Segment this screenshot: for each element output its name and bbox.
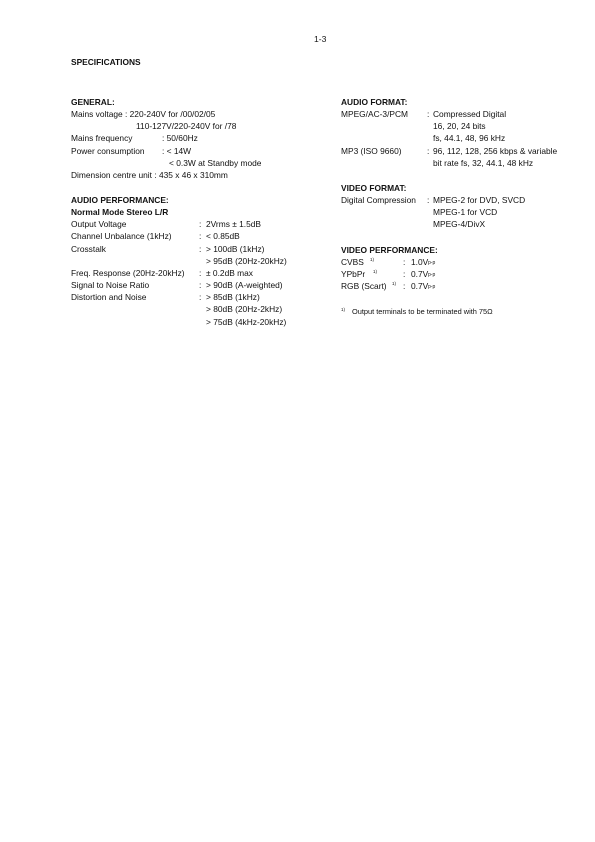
left-column bbox=[71, 97, 321, 329]
spec-colon: : bbox=[427, 194, 430, 205]
spec-colon: : bbox=[199, 231, 202, 242]
video-performance-row bbox=[341, 257, 581, 269]
mp3-row bbox=[341, 158, 581, 170]
audio-performance-heading: AUDIO PERFORMANCE: bbox=[71, 195, 169, 206]
mains-frequency-row bbox=[71, 133, 321, 145]
mpeg-row bbox=[341, 121, 581, 133]
spec-label: Channel Unbalance (1kHz) bbox=[71, 231, 172, 242]
spec-value-subscript: p-p bbox=[428, 283, 436, 290]
spec-label: Crosstalk bbox=[71, 243, 106, 254]
power-standby-text: < 0.3W at Standby mode bbox=[169, 157, 262, 168]
audio-performance-row bbox=[71, 244, 321, 256]
spec-value: > 80dB (20Hz-2kHz) bbox=[206, 304, 283, 315]
video-format-row bbox=[341, 207, 581, 219]
spec-value: 0.7V bbox=[411, 280, 429, 291]
spec-value: > 85dB (1kHz) bbox=[206, 292, 260, 303]
footnote-mark: 1) bbox=[341, 307, 346, 313]
spec-label: YPbPr bbox=[341, 268, 366, 279]
spec-colon: : bbox=[403, 268, 406, 279]
spec-colon: : bbox=[427, 109, 430, 119]
spec-label: Freq. Response (20Hz-20kHz) bbox=[71, 267, 185, 278]
spec-label: MPEG/AC-3/PCM bbox=[341, 109, 409, 119]
page-number: 1-3 bbox=[314, 34, 327, 44]
spec-value: > 90dB (A-weighted) bbox=[206, 280, 283, 291]
dimension-row bbox=[71, 170, 321, 182]
spec-value: 1.0V bbox=[411, 256, 429, 267]
power-standby-row bbox=[71, 158, 321, 170]
spec-value: Compressed Digital bbox=[433, 109, 507, 119]
footnote-ref-mark: 1) bbox=[370, 256, 375, 262]
spec-label: MP3 (ISO 9660) bbox=[341, 145, 402, 156]
audio-format-heading: AUDIO FORMAT: bbox=[341, 97, 408, 107]
spec-value: MPEG-1 for VCD bbox=[433, 207, 498, 218]
audio-performance-row bbox=[71, 280, 321, 292]
mains-voltage-cont-row bbox=[71, 121, 321, 133]
spec-value: MPEG-4/DivX bbox=[433, 219, 486, 230]
audio-performance-table bbox=[71, 219, 321, 329]
spec-value: < 0.85dB bbox=[206, 231, 240, 242]
footnote-ref-mark: 1) bbox=[392, 280, 397, 286]
spec-label: CVBS bbox=[341, 256, 364, 267]
page-title: SPECIFICATIONS bbox=[71, 57, 141, 67]
video-format-spec bbox=[341, 195, 581, 232]
spec-value-subscript: p-p bbox=[428, 271, 436, 278]
mains-voltage-text: Mains voltage : 220-240V for /00/02/05 bbox=[71, 109, 216, 119]
spec-colon: : bbox=[199, 243, 202, 254]
spec-colon: : bbox=[199, 219, 202, 230]
spec-value: > 95dB (20Hz-20kHz) bbox=[206, 255, 287, 266]
footnote bbox=[341, 307, 581, 319]
dimension-text: Dimension centre unit : 435 x 46 x 310mm bbox=[71, 169, 228, 180]
spec-value: 96, 112, 128, 256 kbps & variable bbox=[433, 145, 558, 156]
mains-frequency-label: Mains frequency bbox=[71, 133, 133, 144]
mpeg-spec bbox=[341, 109, 581, 146]
spec-colon: : bbox=[403, 256, 406, 267]
spec-value: 0.7V bbox=[411, 268, 429, 279]
spec-value: MPEG-2 for DVD, SVCD bbox=[433, 194, 526, 205]
spec-value: > 75dB (4kHz-20kHz) bbox=[206, 316, 287, 327]
right-column bbox=[341, 97, 581, 319]
mp3-row bbox=[341, 146, 581, 158]
video-format-row bbox=[341, 219, 581, 231]
mp3-spec bbox=[341, 146, 581, 170]
footnote-text: Output terminals to be terminated with 75Ω bbox=[352, 307, 493, 317]
spec-colon: : bbox=[403, 280, 406, 291]
audio-performance-row bbox=[71, 292, 321, 304]
spec-label: RGB (Scart) bbox=[341, 280, 387, 291]
audio-performance-row bbox=[71, 304, 321, 316]
video-performance-heading: VIDEO PERFORMANCE: bbox=[341, 244, 438, 255]
power-row bbox=[71, 146, 321, 158]
audio-performance-row bbox=[71, 268, 321, 280]
spec-label: Digital Compression bbox=[341, 194, 416, 205]
spec-label: Distortion and Noise bbox=[71, 292, 147, 303]
mains-frequency-value: : 50/60Hz bbox=[162, 133, 198, 144]
spec-label: Output Voltage bbox=[71, 219, 127, 230]
mpeg-row bbox=[341, 109, 581, 121]
spec-colon: : bbox=[427, 145, 430, 156]
section-gap bbox=[341, 232, 581, 245]
section-gap bbox=[71, 182, 321, 195]
spec-value: 2Vrms ± 1.5dB bbox=[206, 219, 262, 230]
mains-voltage-cont-text: 110-127V/220-240V for /78 bbox=[136, 121, 237, 132]
audio-performance-row bbox=[71, 231, 321, 243]
video-performance-row bbox=[341, 281, 581, 293]
spec-value: fs, 44.1, 48, 96 kHz bbox=[433, 133, 506, 144]
audio-performance-subheading: Normal Mode Stereo L/R bbox=[71, 207, 169, 218]
footnote-gap bbox=[341, 293, 581, 307]
power-label: Power consumption bbox=[71, 145, 145, 156]
mains-voltage-row bbox=[71, 109, 321, 121]
video-format-row bbox=[341, 195, 581, 207]
video-performance-row bbox=[341, 269, 581, 281]
audio-performance-row bbox=[71, 219, 321, 231]
spec-label: Signal to Noise Ratio bbox=[71, 280, 150, 291]
spec-value: ± 0.2dB max bbox=[206, 267, 253, 278]
video-performance-table bbox=[341, 257, 581, 294]
audio-performance-row bbox=[71, 317, 321, 329]
spec-colon: : bbox=[199, 280, 202, 291]
audio-performance-row bbox=[71, 256, 321, 268]
section-gap bbox=[341, 170, 581, 183]
spec-value: > 100dB (1kHz) bbox=[206, 243, 265, 254]
video-format-heading: VIDEO FORMAT: bbox=[341, 182, 407, 193]
spec-value: 16, 20, 24 bits bbox=[433, 121, 486, 132]
power-value: : < 14W bbox=[162, 145, 192, 156]
footnote-ref-mark: 1) bbox=[373, 268, 378, 274]
mpeg-row bbox=[341, 133, 581, 145]
spec-value-subscript: p-p bbox=[428, 259, 436, 266]
spec-value: bit rate fs, 32, 44.1, 48 kHz bbox=[433, 157, 534, 168]
spec-colon: : bbox=[199, 267, 202, 278]
spec-colon: : bbox=[199, 292, 202, 303]
general-heading: GENERAL: bbox=[71, 97, 115, 107]
